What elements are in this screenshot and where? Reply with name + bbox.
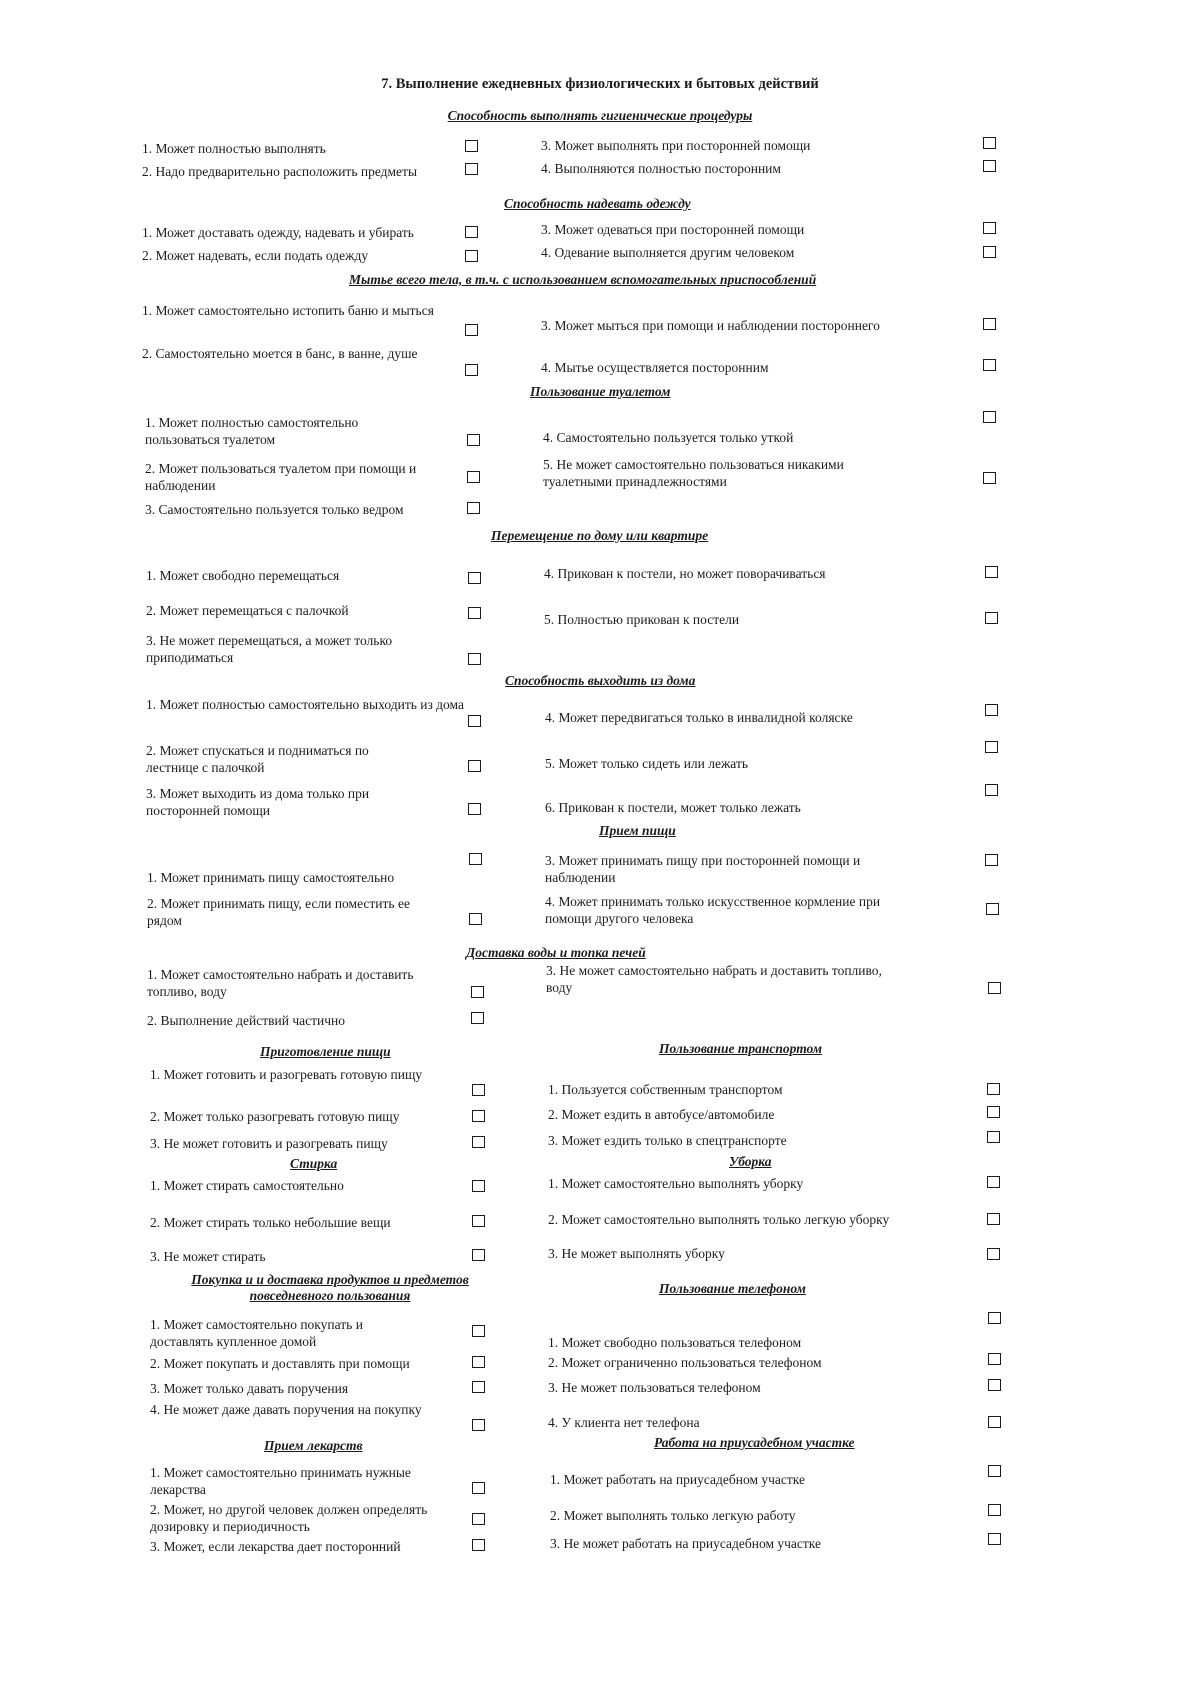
section-title-going-out: Способность выходить из дома <box>505 673 696 688</box>
checkbox[interactable] <box>471 1012 484 1024</box>
page-title: 7. Выполнение ежедневных физиологических и бытовых действий <box>381 76 819 92</box>
section-title-cleaning: Уборка <box>729 1154 772 1169</box>
checkbox[interactable] <box>983 160 996 172</box>
checkbox[interactable] <box>465 226 478 238</box>
option-label: 2. Может пользоваться туалетом при помощи и наблюдении <box>145 461 417 493</box>
option-label: 4. Мытье осуществляется посторонним <box>541 360 769 375</box>
checkbox[interactable] <box>468 607 481 619</box>
checkbox[interactable] <box>465 250 478 262</box>
option-label: 4. У клиента нет телефона <box>548 1415 700 1430</box>
option-label: 5. Не может самостоятельно пользоваться никакими туалетными принадлежностями <box>543 457 844 489</box>
option-label: 1. Может стирать самостоятельно <box>150 1178 344 1193</box>
checkbox[interactable] <box>467 471 480 483</box>
option-label: 1. Может принимать пищу самостоятельно <box>147 870 395 885</box>
checkbox[interactable] <box>472 1325 485 1337</box>
checkbox[interactable] <box>472 1539 485 1551</box>
section-title-laundry: Стирка <box>290 1156 338 1171</box>
checkbox[interactable] <box>988 1379 1001 1391</box>
section-title-shopping: Покупка и и доставка продуктов и предметов повседневного пользования <box>191 1272 469 1303</box>
option-label: 1. Может полностью самостоятельно пользоваться туалетом <box>145 415 359 447</box>
option-label: 1. Пользуется собственным транспортом <box>548 1082 783 1097</box>
checkbox[interactable] <box>983 411 996 423</box>
option-label: 3. Может принимать пищу при посторонней помощи и наблюдении <box>545 853 861 885</box>
checkbox[interactable] <box>467 434 480 446</box>
checkbox[interactable] <box>987 1176 1000 1188</box>
checkbox[interactable] <box>468 715 481 727</box>
option-label: 3. Может одеваться при посторонней помощи <box>541 222 805 237</box>
checkbox[interactable] <box>468 760 481 772</box>
option-label: 1. Может свободно перемещаться <box>146 568 340 583</box>
checkbox[interactable] <box>469 913 482 925</box>
checkbox[interactable] <box>987 1131 1000 1143</box>
checkbox[interactable] <box>985 704 998 716</box>
option-label: 2. Выполнение действий частично <box>147 1013 345 1028</box>
checkbox[interactable] <box>983 246 996 258</box>
option-label: 1. Может свободно пользоваться телефоном <box>548 1335 802 1350</box>
option-label: 3. Может выходить из дома только при посторонней помощи <box>146 786 370 818</box>
checkbox[interactable] <box>985 854 998 866</box>
section-title-phone: Пользование телефоном <box>659 1281 806 1296</box>
checkbox[interactable] <box>472 1215 485 1227</box>
option-label: 2. Надо предварительно расположить предметы <box>142 164 418 179</box>
section-title-garden: Работа на приусадебном участке <box>654 1435 855 1450</box>
option-label: 2. Может, но другой человек должен определять дозировку и периодичность <box>150 1502 428 1534</box>
option-label: 1. Может работать на приусадебном участке <box>550 1472 806 1487</box>
checkbox[interactable] <box>472 1419 485 1431</box>
checkbox[interactable] <box>465 364 478 376</box>
section-title-moving: Перемещение по дому или квартире <box>491 528 709 543</box>
section-title-bathing: Мытье всего тела, в т.ч. с использованием вспомогательных приспособлений <box>349 272 817 287</box>
checkbox[interactable] <box>987 1213 1000 1225</box>
checkbox[interactable] <box>985 612 998 624</box>
checkbox[interactable] <box>988 982 1001 994</box>
option-label: 1. Может готовить и разогревать готовую пищу <box>150 1067 423 1082</box>
option-label: 1. Может самостоятельно выполнять уборку <box>548 1176 804 1191</box>
option-label: 3. Не может выполнять уборку <box>548 1246 725 1261</box>
checkbox[interactable] <box>472 1180 485 1192</box>
option-label: 5. Полностью прикован к постели <box>544 612 740 627</box>
checkbox[interactable] <box>465 324 478 336</box>
option-label: 2. Может только разогревать готовую пищу <box>150 1109 400 1124</box>
option-label: 3. Не может стирать <box>150 1249 266 1264</box>
option-label: 2. Может спускаться и подниматься по лестнице с палочкой <box>146 743 369 775</box>
checkbox[interactable] <box>472 1110 485 1122</box>
option-label: 4. Может принимать только искусственное кормление при помощи другого человека <box>545 894 881 926</box>
option-label: 6. Прикован к постели, может только лежать <box>545 800 801 815</box>
checkbox[interactable] <box>472 1249 485 1261</box>
section-title-water-fuel: Доставка воды и топка печей <box>466 945 646 960</box>
option-label: 3. Может ездить только в спецтранспорте <box>548 1133 787 1148</box>
option-label: 2. Может покупать и доставлять при помощи <box>150 1356 410 1371</box>
checkbox[interactable] <box>987 1083 1000 1095</box>
checkbox[interactable] <box>468 803 481 815</box>
checkbox[interactable] <box>471 986 484 998</box>
section-title-hygiene: Способность выполнять гигиенические процедуры <box>447 108 753 123</box>
checkbox[interactable] <box>988 1353 1001 1365</box>
option-label: 1. Может самостоятельно истопить баню и мыться <box>142 303 434 318</box>
checkbox[interactable] <box>472 1482 485 1494</box>
checkbox[interactable] <box>465 140 478 152</box>
option-label: 1. Может самостоятельно покупать и доставлять купленное домой <box>150 1317 363 1349</box>
checkbox[interactable] <box>985 784 998 796</box>
option-label: 4. Не может даже давать поручения на покупку <box>150 1402 422 1417</box>
option-label: 1. Может полностью выполнять <box>142 141 326 156</box>
option-label: 3. Не может самостоятельно набрать и доставить топливо, воду <box>546 963 882 995</box>
checkbox[interactable] <box>472 1084 485 1096</box>
option-label: 2. Самостоятельно моется в банс, в ванне, душе <box>142 346 418 361</box>
checkbox[interactable] <box>983 222 996 234</box>
option-label: 2. Может ограниченно пользоваться телефоном <box>548 1355 822 1370</box>
checkbox[interactable] <box>988 1504 1001 1516</box>
option-label: 3. Может, если лекарства дает посторонний <box>150 1539 401 1554</box>
checkbox[interactable] <box>983 359 996 371</box>
option-label: 1. Может полностью самостоятельно выходить из дома <box>146 697 464 712</box>
option-label: 2. Может перемещаться с палочкой <box>146 603 349 618</box>
option-label: 2. Может принимать пищу, если поместить ее рядом <box>147 896 410 928</box>
checkbox[interactable] <box>987 1248 1000 1260</box>
option-label: 4. Прикован к постели, но может поворачиваться <box>544 566 826 581</box>
checkbox[interactable] <box>988 1312 1001 1324</box>
option-label: 2. Может надевать, если подать одежду <box>142 248 369 263</box>
option-label: 3. Самостоятельно пользуется только ведром <box>145 502 404 517</box>
checkbox[interactable] <box>472 1381 485 1393</box>
option-label: 4. Выполняются полностью посторонним <box>541 161 781 176</box>
option-label: 3. Не может перемещаться, а может только приподиматься <box>146 633 393 665</box>
checkbox[interactable] <box>985 566 998 578</box>
option-label: 3. Не может готовить и разогревать пищу <box>150 1136 388 1151</box>
section-title-cooking: Приготовление пищи <box>260 1044 391 1059</box>
checkbox[interactable] <box>985 741 998 753</box>
checkbox[interactable] <box>468 653 481 665</box>
option-label: 2. Может стирать только небольшие вещи <box>150 1215 391 1230</box>
option-label: 4. Одевание выполняется другим человеком <box>541 245 795 260</box>
option-label: 5. Может только сидеть или лежать <box>545 756 749 771</box>
checkbox[interactable] <box>472 1136 485 1148</box>
option-label: 3. Может только давать поручения <box>150 1381 349 1396</box>
option-label: 4. Самостоятельно пользуется только уткой <box>543 430 794 445</box>
checkbox[interactable] <box>988 1465 1001 1477</box>
checkbox[interactable] <box>467 502 480 514</box>
option-label: 1. Может самостоятельно набрать и доставить топливо, воду <box>147 967 414 999</box>
checkbox[interactable] <box>465 163 478 175</box>
option-label: 2. Может ездить в автобусе/автомобиле <box>548 1107 775 1122</box>
checkbox[interactable] <box>472 1513 485 1525</box>
section-title-transport: Пользование транспортом <box>659 1041 823 1056</box>
checkbox[interactable] <box>988 1533 1001 1545</box>
section-title-dressing: Способность надевать одежду <box>504 196 691 211</box>
option-label: 2. Может выполнять только легкую работу <box>550 1508 796 1523</box>
section-title-toilet: Пользование туалетом <box>530 384 671 399</box>
checkbox[interactable] <box>469 853 482 865</box>
checkbox[interactable] <box>988 1416 1001 1428</box>
section-title-eating: Прием пищи <box>599 823 676 838</box>
checkbox[interactable] <box>472 1356 485 1368</box>
checkbox[interactable] <box>983 318 996 330</box>
option-label: 2. Может самостоятельно выполнять только легкую уборку <box>548 1212 890 1227</box>
section-title-medication: Прием лекарств <box>264 1438 363 1453</box>
checkbox[interactable] <box>983 137 996 149</box>
option-label: 3. Может мыться при помощи и наблюдении постороннего <box>541 318 880 333</box>
option-label: 4. Может передвигаться только в инвалидной коляске <box>545 710 853 725</box>
checkbox[interactable] <box>986 903 999 915</box>
checkbox[interactable] <box>983 472 996 484</box>
option-label: 1. Может самостоятельно принимать нужные лекарства <box>150 1465 411 1497</box>
option-label: 3. Может выполнять при посторонней помощи <box>541 138 811 153</box>
option-label: 1. Может доставать одежду, надевать и убирать <box>142 225 414 240</box>
option-label: 3. Не может работать на приусадебном участке <box>550 1536 822 1551</box>
option-label: 3. Не может пользоваться телефоном <box>548 1380 761 1395</box>
checkbox[interactable] <box>468 572 481 584</box>
checkbox[interactable] <box>987 1106 1000 1118</box>
